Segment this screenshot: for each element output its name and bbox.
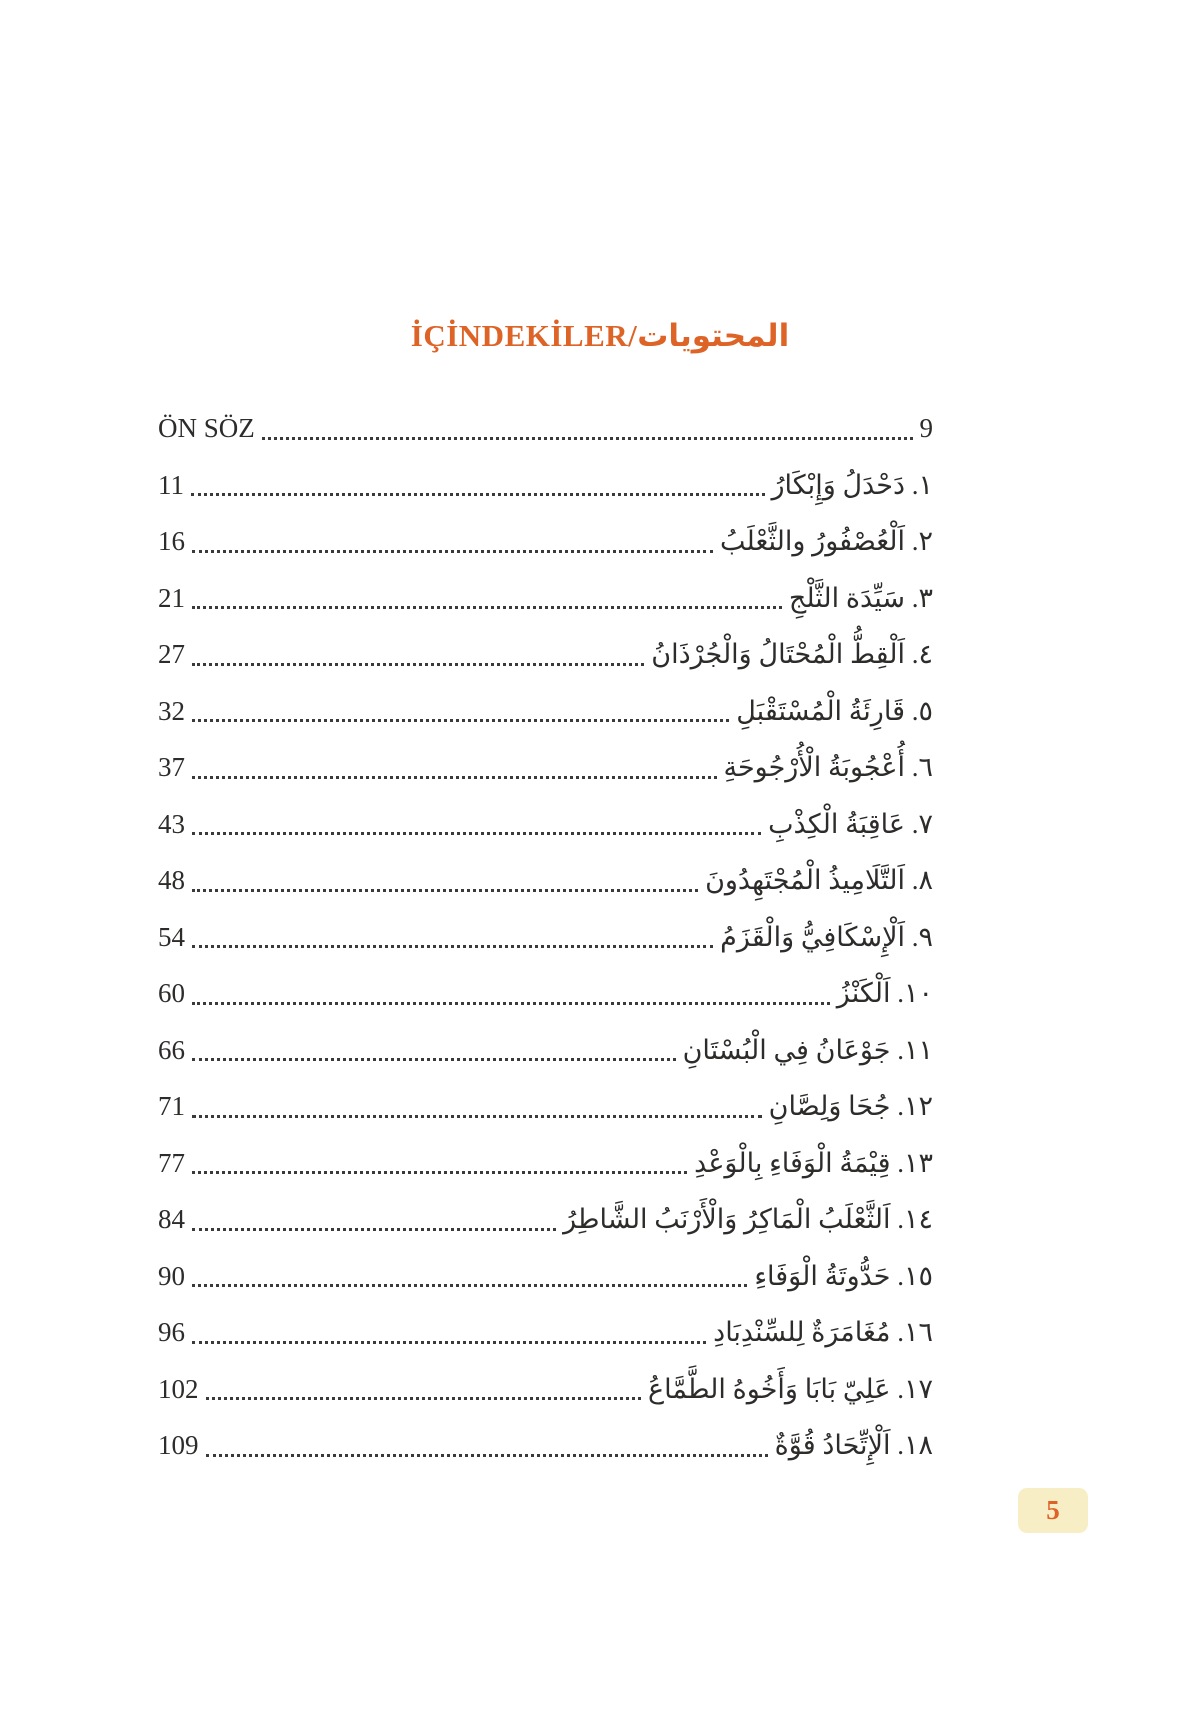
- toc-entry-label: ٩. اَلْإِسْكَافِيُّ وَالْقَزَمُ: [720, 921, 933, 952]
- toc-entry-page: 66: [158, 1034, 185, 1065]
- toc-entry-page: 16: [158, 526, 185, 557]
- dot-leader: [192, 663, 644, 666]
- toc-entry: [158, 1417, 933, 1474]
- dot-leader: [192, 1002, 830, 1005]
- toc-entry-page: 102: [158, 1373, 199, 1404]
- toc-entry: [158, 683, 933, 740]
- dot-leader: [192, 776, 717, 779]
- dot-leader: [192, 889, 698, 892]
- toc-entry-page: 37: [158, 752, 185, 783]
- toc-entry: [158, 852, 933, 909]
- dot-leader: [192, 1341, 706, 1344]
- toc-entry-page: 77: [158, 1147, 185, 1178]
- toc-entry: [158, 1135, 933, 1192]
- dot-leader: [192, 945, 713, 948]
- toc-entry-page: 48: [158, 865, 185, 896]
- dot-leader: [192, 1284, 747, 1287]
- toc-entry-label: ١٠. اَلْكَنْزُ: [836, 978, 933, 1009]
- dot-leader: [192, 1228, 556, 1231]
- toc-entry: [158, 965, 933, 1022]
- dot-leader: [262, 437, 913, 440]
- toc-entry: [158, 1248, 933, 1305]
- toc-entry: [158, 1191, 933, 1248]
- toc-entry: [158, 513, 933, 570]
- toc-entry-page: 32: [158, 695, 185, 726]
- toc-entry: [158, 1361, 933, 1418]
- toc-entry-page: 9: [919, 413, 933, 444]
- page-title: İÇİNDEKİLER/المحتويات: [410, 318, 790, 353]
- toc-entry-label: ÖN SÖZ: [158, 413, 255, 444]
- toc-entry-page: 90: [158, 1260, 185, 1291]
- dot-leader: [206, 1454, 768, 1457]
- page-number-badge: [1018, 1488, 1088, 1533]
- toc-entry-label: ١٥. حَدُّوتَةُ الْوَفَاءِ: [754, 1260, 933, 1291]
- toc-entry: [158, 400, 933, 457]
- toc-entry-page: 84: [158, 1204, 185, 1235]
- dot-leader: [192, 832, 761, 835]
- toc-entry-label: ٦. أُعْجُوبَةُ الْأُرْجُوحَةِ: [723, 752, 933, 783]
- toc-entry-page: 11: [158, 469, 184, 500]
- dot-leader: [192, 606, 782, 609]
- toc-entry: [158, 626, 933, 683]
- toc-entry-page: 96: [158, 1317, 185, 1348]
- toc-entry-label: ١٦. مُغَامَرَةٌ لِلسِّنْدِبَادِ: [713, 1317, 933, 1348]
- toc-entry-label: ١٧. عَلِيّ بَابَا وَأَخُوهُ الطَّمَّاعُ: [648, 1373, 933, 1404]
- toc-entry-label: ١٨. اَلْإِتِّحَادُ قُوَّةٌ: [774, 1430, 933, 1461]
- toc-entry-page: 21: [158, 582, 185, 613]
- toc-entry-label: ١. دَحْدَلُ وَإِبْكَارُ: [771, 469, 933, 500]
- toc-entry-page: 43: [158, 808, 185, 839]
- dot-leader: [192, 1171, 687, 1174]
- toc-entry-page: 60: [158, 978, 185, 1009]
- dot-leader: [192, 719, 729, 722]
- toc-entry: [158, 457, 933, 514]
- toc-entry-label: ٣. سَيِّدَة الثَّلْجِ: [788, 582, 933, 613]
- toc-entry-label: ٤. اَلْقِطُّ الْمُحْتَالُ وَالْجُرْذَانُ: [651, 639, 933, 670]
- toc-entry-label: ١١. جَوْعَانُ فِي الْبُسْتَانِ: [682, 1034, 933, 1065]
- toc-entry: [158, 739, 933, 796]
- toc-entry: [158, 1022, 933, 1079]
- toc-entry-page: 71: [158, 1091, 185, 1122]
- toc-entry-label: ١٣. قِيْمَةُ الْوَفَاءِ بِالْوَعْدِ: [694, 1147, 933, 1178]
- toc-entry-label: ٢. اَلْعُصْفُورُ والثَّعْلَبُ: [720, 526, 933, 557]
- toc-list: [158, 400, 933, 1474]
- toc-entry-label: ٧. عَاقِبَةُ الْكِذْبِ: [768, 808, 933, 839]
- toc-entry: [158, 1304, 933, 1361]
- dot-leader: [192, 1058, 676, 1061]
- toc-entry-label: ٨. اَلتَّلَامِيذُ الْمُجْتَهِدُونَ: [705, 865, 933, 896]
- toc-entry-label: ٥. قَارِئَةُ الْمُسْتَقْبَلِ: [736, 695, 933, 726]
- dot-leader: [192, 1115, 762, 1118]
- toc-entry-label: ١٤. اَلثَّعْلَبُ الْمَاكِرُ وَالْأَرْنَبُ الشَّاطِرُ: [563, 1204, 933, 1235]
- toc-entry-page: 27: [158, 639, 185, 670]
- toc-entry: [158, 570, 933, 627]
- page-number: 5: [1046, 1495, 1060, 1525]
- toc-entry: [158, 1078, 933, 1135]
- toc-entry-label: ١٢. جُحَا وَلِصَّانِ: [768, 1091, 933, 1122]
- toc-entry-page: 54: [158, 921, 185, 952]
- dot-leader: [206, 1397, 642, 1400]
- dot-leader: [192, 550, 713, 553]
- dot-leader: [191, 493, 765, 496]
- toc-entry: [158, 796, 933, 853]
- toc-entry-page: 109: [158, 1430, 199, 1461]
- toc-entry: [158, 909, 933, 966]
